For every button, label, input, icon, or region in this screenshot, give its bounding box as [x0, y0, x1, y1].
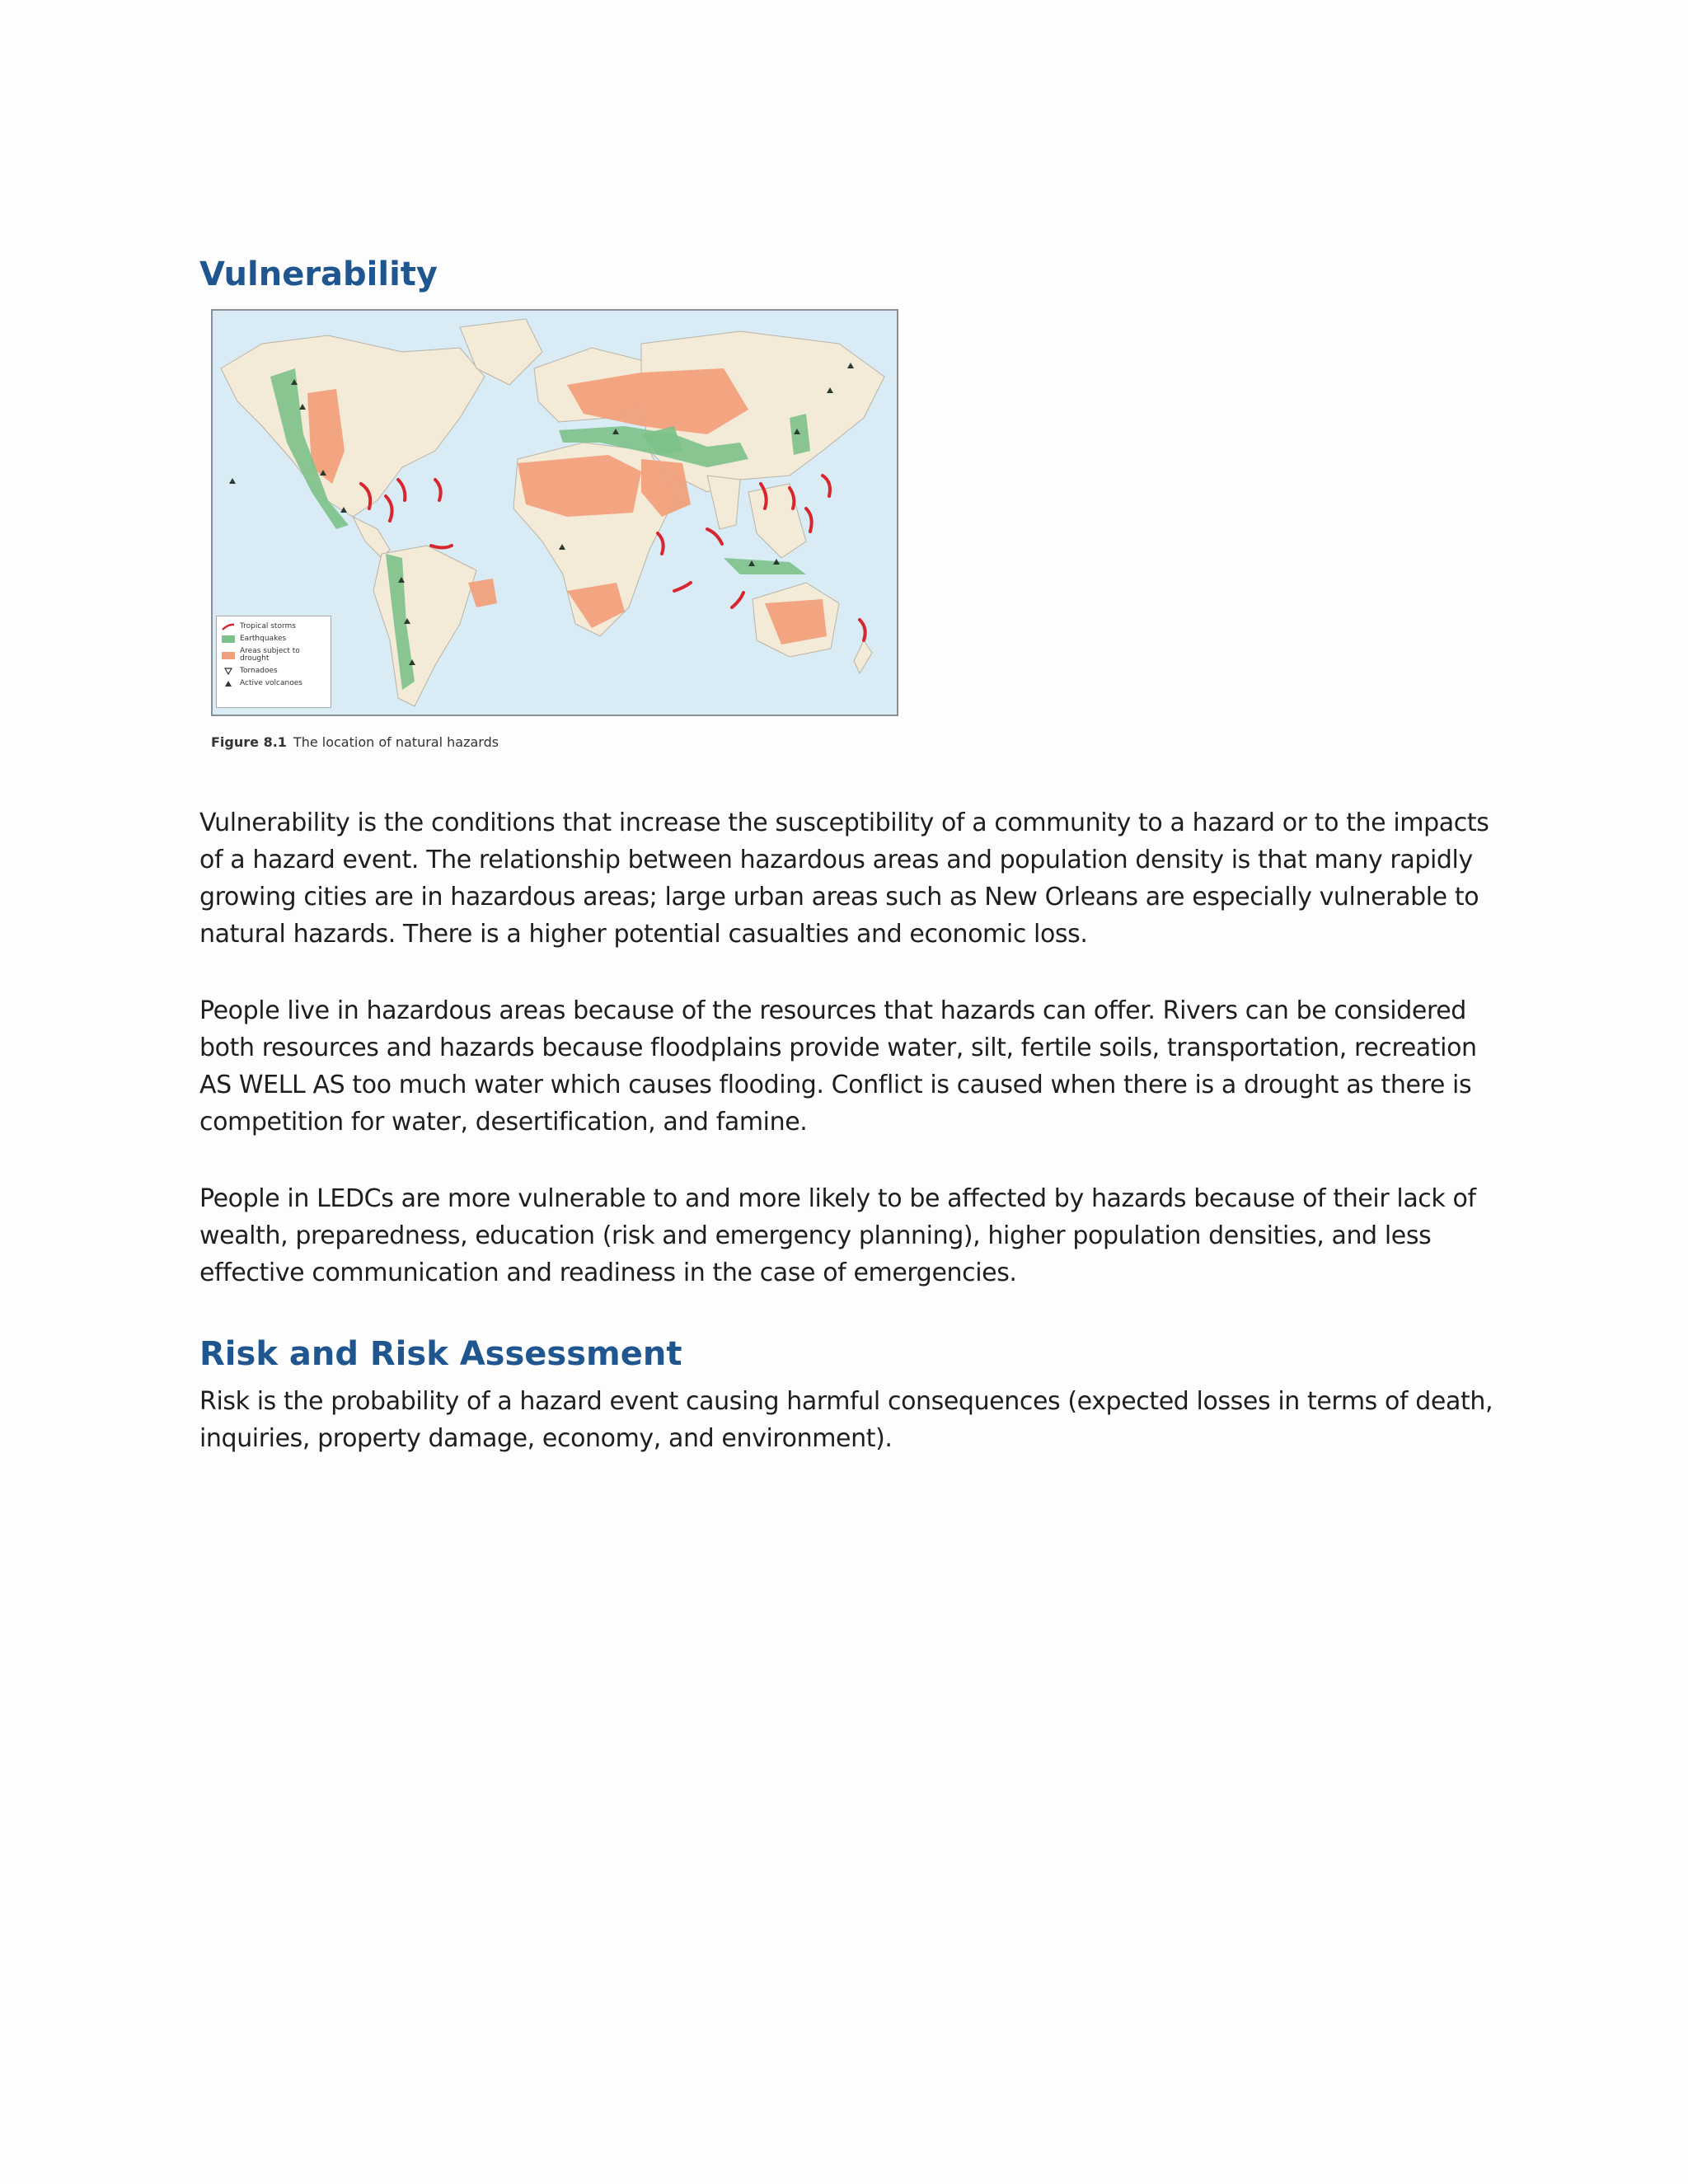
world-map [211, 309, 898, 716]
tornado-icon [222, 668, 235, 675]
legend-item-drought: Areas subject to drought [222, 645, 326, 665]
green-swatch [222, 635, 235, 643]
figure-label: Figure 8.1 [211, 734, 287, 750]
map-legend [216, 616, 331, 708]
legend-item-earthquakes: Earthquakes [222, 633, 326, 645]
section-heading-vulnerability: Vulnerability [199, 255, 438, 293]
storm-arc-icon [222, 623, 235, 630]
hazard-map-figure [211, 309, 907, 750]
figure-caption-text: The location of natural hazards [293, 734, 499, 750]
legend-item-volcanoes: Active volcanoes [222, 677, 326, 690]
orange-swatch [222, 652, 235, 659]
legend-item-tornadoes: Tornadoes [222, 665, 326, 677]
paragraph-hazardous-areas: People live in hazardous areas because of the resources that hazards can offer. Rivers can be considered both resources and hazards because floodplains provide water, silt, fertile soils, transportation, recreation AS WELL AS too much water which causes flooding. Conflict is caused when there is a drought as there is competition for water, desertification, and famine. [199, 996, 1477, 1137]
paragraph-ledcs: People in LEDCs are more vulnerable to and more likely to be affected by hazards because of their lack of wealth, preparedness, education (risk and emergency planning), higher population densities, and less effective communication and readiness in the case of emergencies. [199, 1184, 1476, 1287]
paragraph-vulnerability-definition: Vulnerability is the conditions that increase the susceptibility of a community to a hazard or to the impacts of a hazard event. The relationship between hazardous areas and population density is that many rapidly growing cities are in hazardous areas; large urban areas such as New Orleans are especially vulnerable to natural hazards. There is a higher potential casualties and economic loss. [199, 808, 1489, 949]
figure-caption [211, 734, 907, 750]
legend-item-storms: Tropical storms [222, 621, 326, 633]
section-heading-risk: Risk and Risk Assessment [199, 1335, 682, 1373]
paragraph-risk-definition: Risk is the probability of a hazard event causing harmful consequences (expected losses in terms of death, inquiries, property damage, economy, and environment). [199, 1387, 1493, 1453]
volcano-icon [222, 680, 235, 687]
